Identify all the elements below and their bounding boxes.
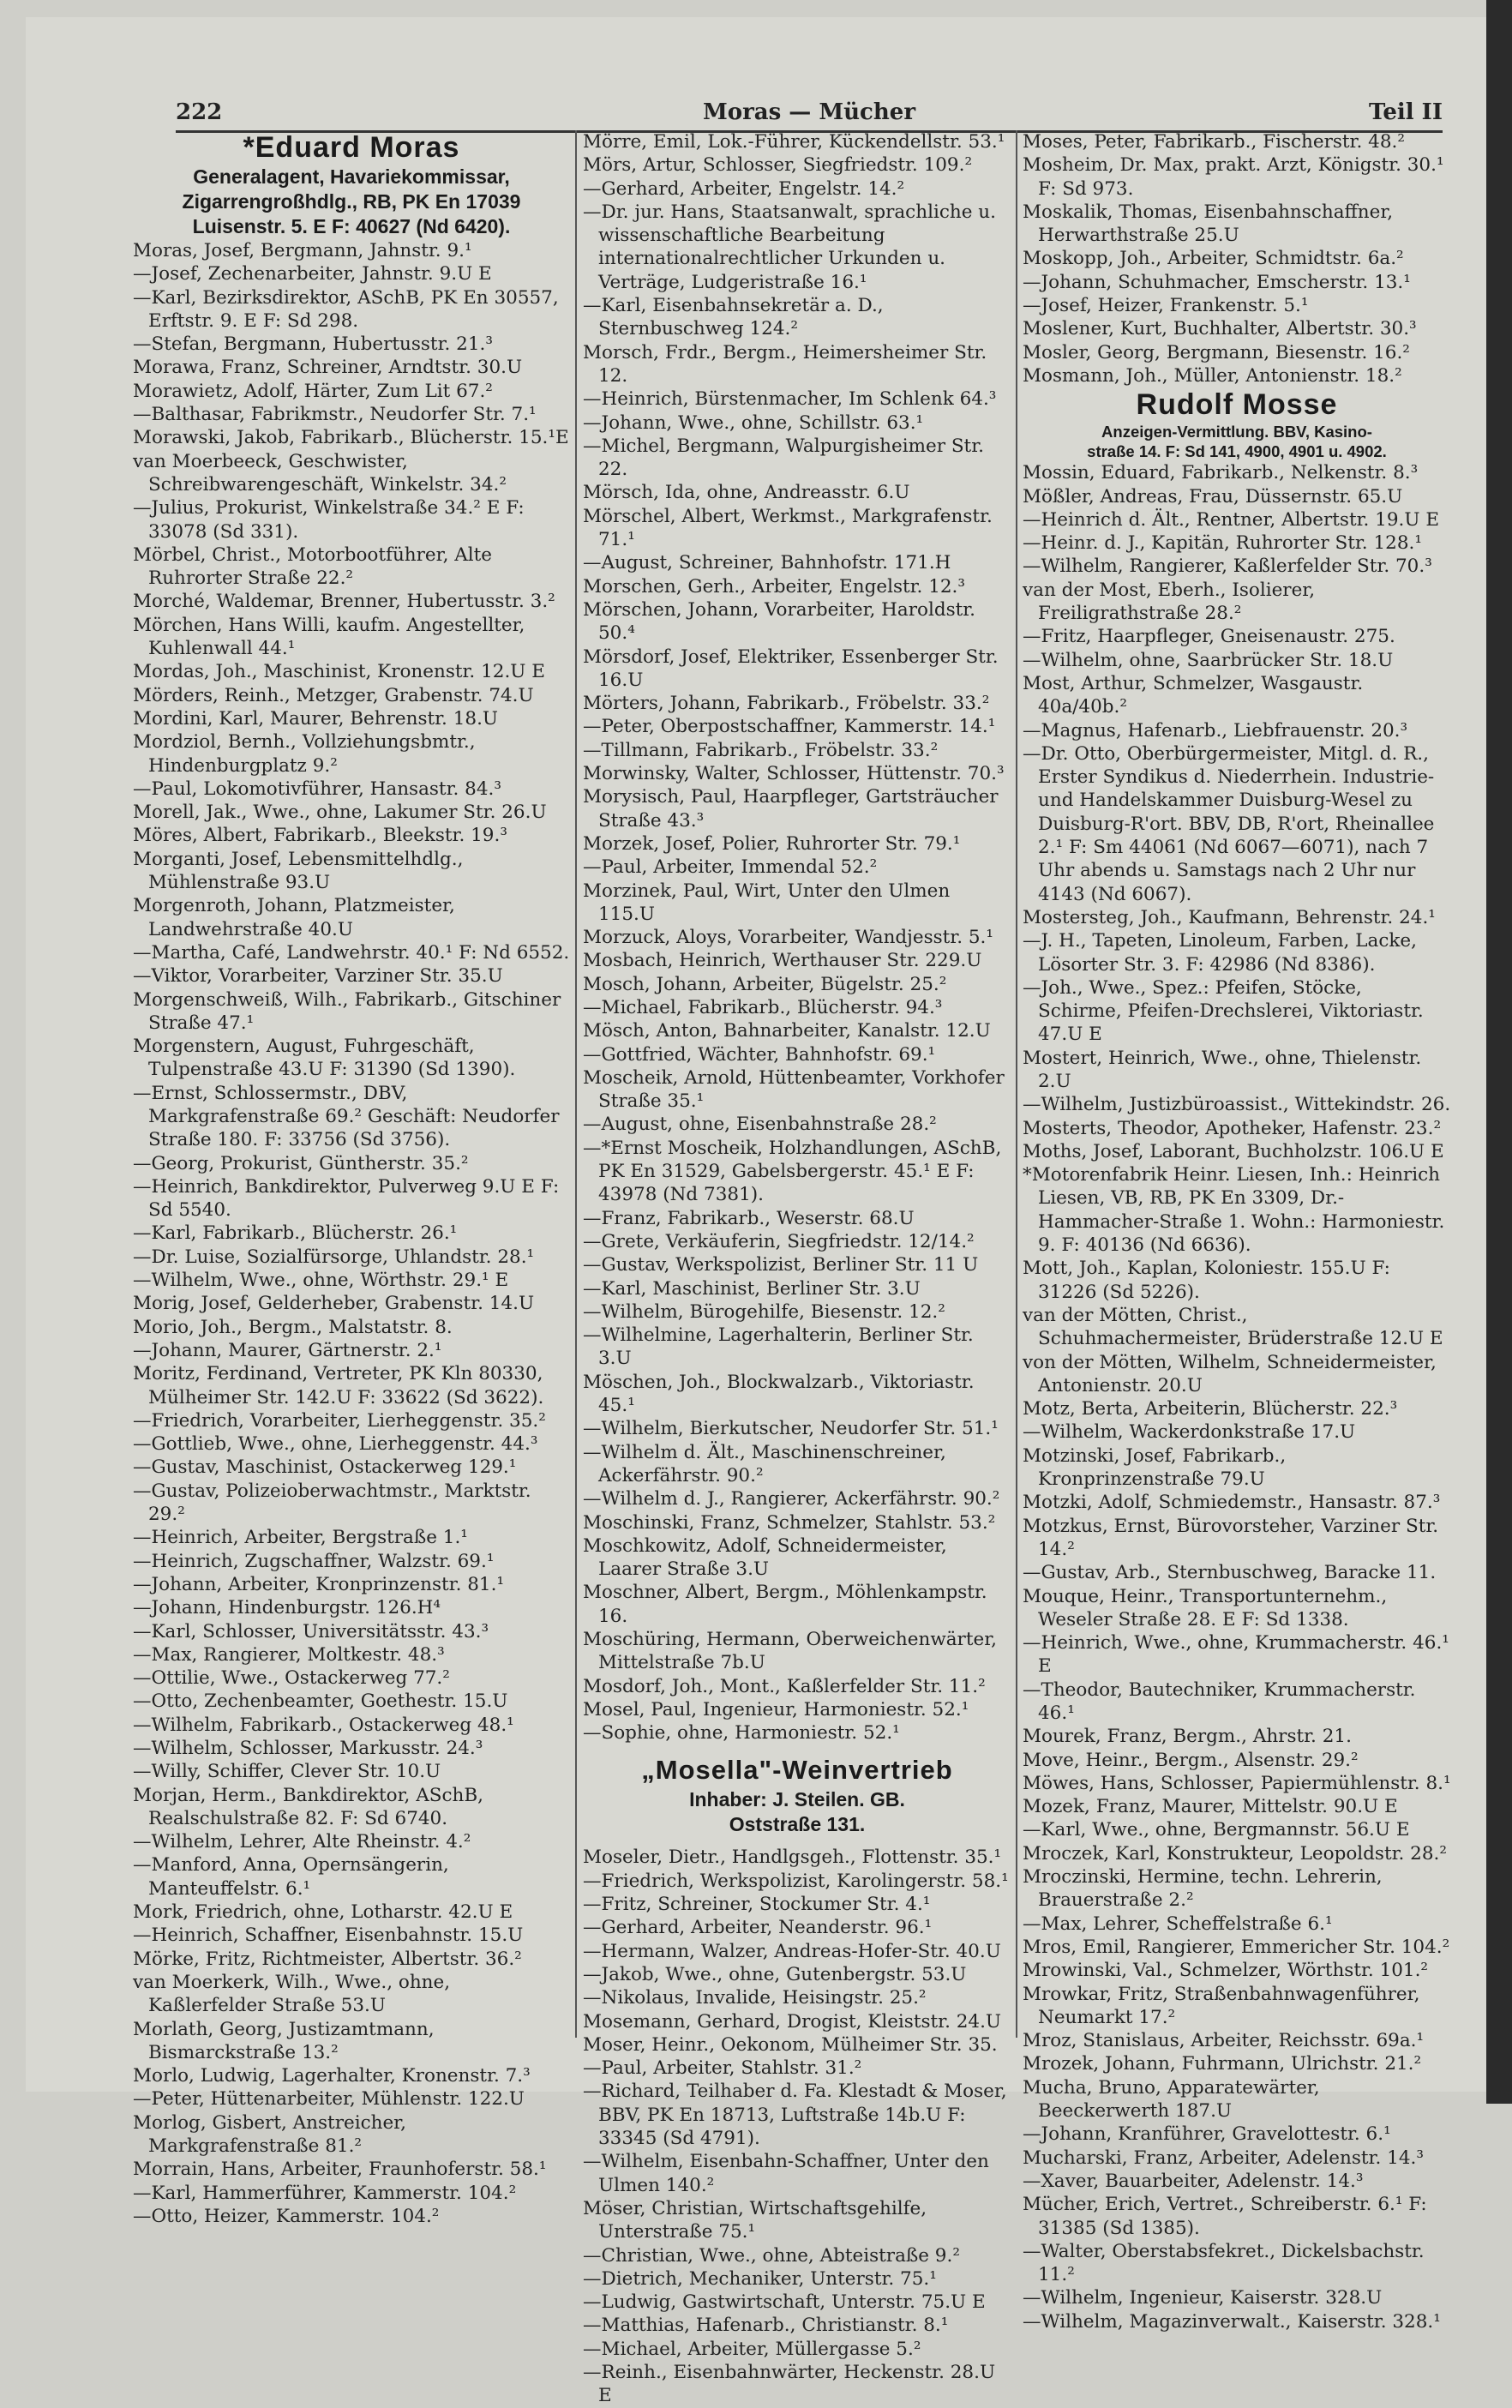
- directory-entry: Morawski, Jakob, Fabrikarb., Blücherstr. 15.¹E: [133, 427, 569, 449]
- directory-entry: —Wilhelm, Wackerdonkstraße 17.U: [1023, 1421, 1356, 1444]
- directory-entry: —Paul, Lokomotivführer, Hansastr. 84.³: [133, 778, 501, 800]
- directory-entry: —Wilhelm, ohne, Saarbrücker Str. 18.U: [1023, 649, 1394, 671]
- directory-entry: —Martha, Café, Landwehrstr. 40.¹ F: Nd 6552.: [133, 941, 570, 964]
- directory-entry: —Wilhelm, Fabrikarb., Ostackerweg 48.¹: [133, 1714, 514, 1736]
- directory-entry: —Gerhard, Arbeiter, Neanderstr. 96.¹: [583, 1917, 933, 1939]
- directory-entry: —Heinr. d. J., Kapitän, Ruhrorter Str. 128.¹: [1023, 532, 1422, 555]
- directory-entry: Mörschen, Johann, Vorarbeiter, Haroldstr. 50.⁴: [583, 598, 976, 645]
- directory-entry: Mörsdorf, Josef, Elektriker, Essenberger Str. 16.U: [583, 646, 999, 691]
- directory-entry: —Matthias, Hafenarb., Christianstr. 8.¹: [583, 2315, 949, 2337]
- directory-entry: Moras, Josef, Bergmann, Jahnstr. 9.¹: [133, 240, 472, 261]
- directory-entry: Mros, Emil, Rangierer, Emmericher Str. 104.²: [1023, 1936, 1450, 1958]
- directory-entry: —Gerhard, Arbeiter, Engelstr. 14.²: [583, 177, 905, 200]
- directory-entry: —Heinrich, Zugschaffner, Walzstr. 69.¹: [133, 1550, 495, 1572]
- directory-entry: —Michael, Arbeiter, Müllergasse 5.²: [583, 2338, 921, 2360]
- ad-eduard-moras: [133, 130, 570, 239]
- directory-entry: Mucharski, Franz, Arbeiter, Adelenstr. 14.³: [1023, 2147, 1424, 2169]
- directory-entry: —Wilhelm, Ingenieur, Kaiserstr. 328.U: [1023, 2287, 1383, 2309]
- directory-entry: —Wilhelm, Lehrer, Alte Rheinstr. 4.²: [133, 1831, 471, 1853]
- directory-entry: —Gottfried, Wächter, Bahnhofstr. 69.¹: [583, 1043, 936, 1066]
- directory-entry: —Wilhelm, Magazinverwalt., Kaiserstr. 328.¹: [1023, 2310, 1441, 2333]
- directory-entry: Motzki, Adolf, Schmiedemstr., Hansastr. 87.³: [1023, 1492, 1441, 1514]
- directory-entry: —Peter, Hüttenarbeiter, Mühlenstr. 122.U: [133, 2088, 525, 2111]
- directory-entry: —Reinh., Eisenbahnwärter, Heckenstr. 28.U E: [583, 2362, 996, 2407]
- directory-entry: Mörters, Johann, Fabrikarb., Fröbelstr. 33.²: [583, 693, 990, 715]
- directory-entry: Morgenroth, Johann, Platzmeister, Landwehrstraße 40.U: [133, 895, 455, 940]
- directory-entry: —Karl, Eisenbahnsekretär a. D., Sternbuschweg 124.²: [583, 295, 884, 340]
- directory-entry: Mücher, Erich, Vertret., Schreiberstr. 6.¹ F: 31385 (Sd 1385).: [1023, 2194, 1427, 2239]
- directory-entry: —Wilhelm, Wwe., ohne, Wörthstr. 29.¹ E: [133, 1270, 509, 1292]
- directory-entry: Morzuck, Aloys, Vorarbeiter, Wandjesstr. 5.¹: [583, 927, 993, 949]
- directory-entry: Move, Heinr., Bergm., Alsenstr. 29.²: [1023, 1749, 1359, 1771]
- directory-entry: —Wilhelm, Schlosser, Markusstr. 24.³: [133, 1738, 483, 1759]
- directory-entry: Mörschel, Albert, Werkmst., Markgrafenstr. 71.¹: [583, 505, 993, 551]
- directory-entry: Morzek, Josef, Polier, Ruhrorter Str. 79.¹: [583, 832, 961, 855]
- directory-entry: —Heinrich, Bankdirektor, Pulverweg 9.U E F: Sd 5540.: [133, 1175, 560, 1222]
- directory-entry: —Stefan, Bergmann, Hubertusstr. 21.³: [133, 333, 493, 356]
- ad-line: Inhaber: J. Steilen. GB.: [689, 1788, 905, 1811]
- directory-entry: Möser, Christian, Wirtschaftsgehilfe, Unterstraße 75.¹: [583, 2197, 927, 2243]
- directory-entry: —Heinrich d. Ält., Rentner, Albertstr. 19.U E: [1023, 508, 1440, 531]
- directory-entry: —Paul, Arbeiter, Stahlstr. 31.²: [583, 2057, 862, 2080]
- directory-entry: —Karl, Schlosser, Universitätsstr. 43.³: [133, 1620, 489, 1642]
- directory-entry: —Johann, Schuhmacher, Emscherstr. 13.¹: [1023, 271, 1411, 293]
- directory-entry: Mörre, Emil, Lok.-Führer, Kückendellstr. 53.¹: [583, 131, 1005, 153]
- directory-entry: —Nikolaus, Invalide, Heisingstr. 25.²: [583, 1987, 927, 2009]
- directory-entry: —Dr. Luise, Sozialfürsorge, Uhlandstr. 28.¹: [133, 1246, 535, 1268]
- ad-line: Luisenstr. 5. E F: 40627 (Nd 6420).: [192, 215, 511, 237]
- directory-entry: Mostersteg, Joh., Kaufmann, Behrenstr. 24.¹: [1023, 906, 1436, 928]
- directory-entry: —Josef, Zechenarbeiter, Jahnstr. 9.U E: [133, 263, 492, 285]
- directory-entry: —Wilhelm, Bürogehilfe, Biesenstr. 12.²: [583, 1300, 945, 1323]
- directory-entry: —Christian, Wwe., ohne, Abteistraße 9.²: [583, 2244, 960, 2267]
- column-1: [133, 130, 570, 2227]
- directory-entry: Mroczinski, Hermine, techn. Lehrerin, Brauerstraße 2.²: [1023, 1866, 1383, 1912]
- directory-entry: —Karl, Bezirksdirektor, ASchB, PK En 30557, Erftstr. 9. E F: Sd 298.: [133, 286, 559, 332]
- directory-entry: Mork, Friedrich, ohne, Lotharstr. 42.U E: [133, 1901, 513, 1924]
- directory-entry: Moschkowitz, Adolf, Schneidermeister, Laarer Straße 3.U: [583, 1534, 947, 1581]
- directory-entry: Mörbel, Christ., Motorbootführer, Alte Ruhrorter Straße 22.²: [133, 543, 493, 590]
- directory-entry: Morawa, Franz, Schreiner, Arndtstr. 30.U: [133, 357, 523, 379]
- directory-entry: —Michael, Fabrikarb., Blücherstr. 94.³: [583, 996, 943, 1018]
- directory-entry: Morschen, Gerh., Arbeiter, Engelstr. 12.³: [583, 575, 966, 597]
- ad-rudolf-mosse: [1023, 387, 1451, 461]
- directory-entry: —August, Schreiner, Bahnhofstr. 171.H: [583, 552, 951, 574]
- directory-entry: Mordziol, Bernh., Vollziehungsbmtr., Hindenburgplatz 9.²: [133, 731, 476, 777]
- directory-entry: —Wilhelm d. J., Rangierer, Ackerfährstr. 90.²: [583, 1488, 1000, 1510]
- directory-entry: Mostert, Heinrich, Wwe., ohne, Thielenstr. 2.U: [1023, 1047, 1422, 1092]
- directory-entry: —Johann, Wwe., ohne, Schillstr. 63.¹: [583, 411, 924, 434]
- directory-entry: —Josef, Heizer, Frankenstr. 5.¹: [1023, 295, 1309, 317]
- directory-entry: Mrozek, Johann, Fuhrmann, Ulrichstr. 21.²: [1023, 2053, 1422, 2075]
- directory-entry: —Max, Lehrer, Scheffelstraße 6.¹: [1023, 1913, 1333, 1935]
- directory-entry: —Jakob, Wwe., ohne, Gutenbergstr. 53.U: [583, 1963, 967, 1985]
- directory-entry: —Joh., Wwe., Spez.: Pfeifen, Stöcke, Schirme, Pfeifen-Drechslerei, Viktoriastr. 47.U E: [1023, 976, 1424, 1046]
- directory-entry: —Johann, Arbeiter, Kronprinzenstr. 81.¹: [133, 1573, 505, 1595]
- header-part: Teil II: [1368, 99, 1443, 125]
- directory-entry: Motzinski, Josef, Fabrikarb., Kronprinzenstraße 79.U: [1023, 1444, 1287, 1491]
- directory-entry: Mosmann, Joh., Müller, Antonienstr. 18.²: [1023, 364, 1402, 387]
- directory-entry: —J. H., Tapeten, Linoleum, Farben, Lacke, Lösorter Str. 3. F: 42986 (Nd 8386).: [1023, 930, 1417, 976]
- directory-entry: —Wilhelmine, Lagerhalterin, Berliner Str. 3.U: [583, 1324, 974, 1370]
- directory-entry: —Wilhelm d. Ält., Maschinenschreiner, Ackerfährstr. 90.²: [583, 1441, 946, 1486]
- directory-entry: Mörke, Fritz, Richtmeister, Albertstr. 36.²: [133, 1948, 522, 1970]
- directory-entry: —Johann, Kranführer, Gravelottestr. 6.¹: [1023, 2123, 1391, 2146]
- directory-entry: —Fritz, Schreiner, Stockumer Str. 4.¹: [583, 1894, 931, 1916]
- directory-entry: —Julius, Prokurist, Winkelstraße 34.² E F: 33078 (Sd 331).: [133, 497, 525, 543]
- directory-entry: Moser, Heinr., Oekonom, Mülheimer Str. 35.: [583, 2033, 998, 2056]
- header-name-range: Moras — Mücher: [702, 99, 916, 125]
- directory-entry: —Heinrich, Arbeiter, Bergstraße 1.¹: [133, 1527, 468, 1549]
- directory-entry: Moseler, Dietr., Handlgsgeh., Flottenstr. 35.¹: [583, 1847, 1002, 1869]
- directory-entry: Morio, Joh., Bergm., Malstatstr. 8.: [133, 1316, 453, 1338]
- directory-entry: Mößler, Andreas, Frau, Düssernstr. 65.U: [1023, 485, 1403, 507]
- directory-entry: Mott, Joh., Kaplan, Koloniestr. 155.U F: 31226 (Sd 5226).: [1023, 1258, 1390, 1303]
- directory-entry: Moths, Josef, Laborant, Buchholzstr. 106.U E: [1023, 1140, 1444, 1162]
- directory-entry: Mosemann, Gerhard, Drogist, Kleiststr. 24.U: [583, 2010, 1002, 2033]
- directory-entry: Mosdorf, Joh., Mont., Kaßlerfelder Str. 11.²: [583, 1675, 986, 1697]
- page-header: [176, 93, 1443, 133]
- column-divider: [575, 130, 577, 2038]
- ad-line: Zigarrengroßhdlg., RB, PK En 17039: [182, 190, 521, 213]
- directory-entry: Morganti, Josef, Lebensmittelhdlg., Mühlenstraße 93.U: [133, 848, 464, 894]
- directory-entry: Mörders, Reinh., Metzger, Grabenstr. 74.U: [133, 684, 534, 706]
- directory-entry: Morwinsky, Walter, Schlosser, Hüttenstr. 70.³: [583, 763, 1005, 785]
- directory-entry: Mosel, Paul, Ingenieur, Harmoniestr. 52.¹: [583, 1698, 969, 1720]
- directory-entry: —Gustav, Polizeioberwachtmstr., Marktstr. 29.²: [133, 1480, 531, 1526]
- entry-list: [1023, 461, 1451, 2333]
- directory-entry: —Friedrich, Vorarbeiter, Lierheggenstr. 35.²: [133, 1409, 546, 1432]
- directory-entry: —Max, Rangierer, Moltkestr. 48.³: [133, 1643, 445, 1666]
- directory-entry: —Manford, Anna, Opernsängerin, Manteuffelstr. 6.¹: [133, 1854, 449, 1900]
- directory-entry: Mosterts, Theodor, Apotheker, Hafenstr. 23.²: [1023, 1117, 1442, 1139]
- directory-entry: Mordas, Joh., Maschinist, Kronenstr. 12.U E: [133, 661, 545, 683]
- directory-entry: —Georg, Prokurist, Güntherstr. 35.²: [133, 1152, 469, 1174]
- directory-entry: —Karl, Fabrikarb., Blücherstr. 26.¹: [133, 1222, 458, 1245]
- directory-entry: van Moerbeeck, Geschwister, Schreibwarengeschäft, Winkelstr. 34.²: [133, 450, 507, 495]
- directory-entry: Mrowkar, Fritz, Straßenbahnwagenführer, Neumarkt 17.²: [1023, 1983, 1420, 2028]
- directory-entry: —Richard, Teilhaber d. Fa. Klestadt & Moser, BBV, PK En 18713, Luftstraße 14b.U F: 33345 (Sd 4791).: [583, 2081, 1007, 2150]
- directory-entry: —Heinrich, Schaffner, Eisenbahnstr. 15.U: [133, 1925, 524, 1947]
- directory-entry: —Sophie, ohne, Harmoniestr. 52.¹: [583, 1722, 900, 1744]
- directory-entry: Morjan, Herm., Bankdirektor, ASchB, Realschulstraße 82. F: Sd 6740.: [133, 1784, 483, 1829]
- directory-entry: —Wilhelm, Eisenbahn-Schaffner, Unter den Ulmen 140.²: [583, 2151, 989, 2196]
- directory-entry: Mozek, Franz, Maurer, Mittelstr. 90.U E: [1023, 1796, 1398, 1818]
- directory-entry: —Wilhelm, Bierkutscher, Neudorfer Str. 51.¹: [583, 1418, 999, 1440]
- directory-entry: Mosch, Johann, Arbeiter, Bügelstr. 25.²: [583, 973, 947, 995]
- directory-entry: Moslener, Kurt, Buchhalter, Albertstr. 30.³: [1023, 318, 1417, 340]
- ad-title: „Mosella"-Weinvertrieb: [641, 1755, 953, 1786]
- directory-entry: Motz, Berta, Arbeiterin, Blücherstr. 22.³: [1023, 1398, 1398, 1420]
- column-3: [1023, 130, 1451, 2333]
- directory-entry: —Dr. Otto, Oberbürgermeister, Mitgl. d. R., Erster Syndikus d. Niederrhein. Industrie- und Handelskammer Duisburg-Wesel zu Duisburg-R'ort. BBV, DB, R'ort, Rheinallee 2.¹ F: Sm 44061 (Nd 6067—6071), nach 7 Uhr abends u. Samstags nach 2 Uhr nur 4143 (Nd 6067).: [1023, 742, 1435, 905]
- ad-mosella-weinvertrieb: [583, 1753, 1011, 1837]
- directory-entry: van der Mötten, Christ., Schuhmachermeister, Brüderstraße 12.U E: [1023, 1304, 1443, 1350]
- directory-entry: —Johann, Hindenburgstr. 126.H⁴: [133, 1597, 441, 1619]
- directory-entry: Morgenschweiß, Wilh., Fabrikarb., Gitschiner Straße 47.¹: [133, 988, 561, 1034]
- directory-entry: —Xaver, Bauarbeiter, Adelenstr. 14.³: [1023, 2170, 1364, 2192]
- directory-entry: Morlath, Georg, Justizamtmann, Bismarckstraße 13.²: [133, 2018, 435, 2063]
- directory-entry: —Viktor, Vorarbeiter, Varziner Str. 35.U: [133, 965, 503, 988]
- ad-line: Oststraße 131.: [729, 1813, 866, 1836]
- directory-entry: —Otto, Zechenbeamter, Goethestr. 15.U: [133, 1690, 508, 1713]
- directory-entry: —Wilhelm, Justizbüroassist., Wittekindstr. 26.: [1023, 1094, 1451, 1116]
- entry-list: [133, 239, 570, 2228]
- directory-entry: Moritz, Ferdinand, Vertreter, PK Kln 80330, Mülheimer Str. 142.U F: 33622 (Sd 3622).: [133, 1363, 544, 1408]
- directory-entry: Most, Arthur, Schmelzer, Wasgaustr. 40a/40b.²: [1023, 672, 1364, 718]
- directory-entry: van Moerkerk, Wilh., Wwe., ohne, Kaßlerfelder Straße 53.U: [133, 1971, 451, 2017]
- directory-entry: —Grete, Verkäuferin, Siegfriedstr. 12/14.²: [583, 1230, 975, 1252]
- directory-entry: Morzinek, Paul, Wirt, Unter den Ulmen 115.U: [583, 880, 951, 925]
- directory-entry: Morsch, Frdr., Bergm., Heimersheimer Str. 12.: [583, 341, 987, 387]
- directory-entry: Morlog, Gisbert, Anstreicher, Markgrafenstraße 81.²: [133, 2111, 406, 2158]
- directory-entry: Morché, Waldemar, Brenner, Hubertusstr. 3.²: [133, 591, 555, 613]
- entry-list: [1023, 130, 1451, 387]
- directory-entry: Mosbach, Heinrich, Werthauser Str. 229.U: [583, 950, 982, 972]
- column-2: [583, 130, 1011, 2407]
- directory-entry: Moscheik, Arnold, Hüttenbeamter, Vorkhofer Straße 35.¹: [583, 1066, 1005, 1113]
- directory-entry: Morlo, Ludwig, Lagerhalter, Kronenstr. 7.³: [133, 2065, 531, 2087]
- directory-entry: Morysisch, Paul, Haarpfleger, Gartsträucher Straße 43.³: [583, 786, 999, 832]
- directory-entry: —Dietrich, Mechaniker, Unterstr. 75.¹: [583, 2267, 937, 2290]
- ad-line: straße 14. F: Sd 141, 4900, 4901 u. 4902.: [1087, 442, 1387, 461]
- directory-entry: —Ludwig, Gastwirtschaft, Unterstr. 75.U E: [583, 2291, 986, 2314]
- directory-entry: —Wilhelm, Rangierer, Kaßlerfelder Str. 70.³: [1023, 555, 1432, 578]
- ad-title: Rudolf Mosse: [1136, 388, 1338, 422]
- directory-entry: —Otto, Heizer, Kammerstr. 104.²: [133, 2205, 440, 2227]
- entry-list: [583, 1846, 1011, 2407]
- directory-entry: Motzkus, Ernst, Bürovorsteher, Varziner Str. 14.²: [1023, 1515, 1439, 1560]
- directory-entry: von der Mötten, Wilhelm, Schneidermeister, Antonienstr. 20.U: [1023, 1351, 1437, 1396]
- directory-entry: Mörsch, Ida, ohne, Andreasstr. 6.U: [583, 482, 910, 504]
- directory-entry: Moschüring, Hermann, Oberweichenwärter, Mittelstraße 7b.U: [583, 1629, 997, 1674]
- directory-entry: Mroz, Stanislaus, Arbeiter, Reichsstr. 69a.¹: [1023, 2030, 1425, 2052]
- directory-entry: —Theodor, Bautechniker, Krummacherstr. 46.¹: [1023, 1678, 1416, 1724]
- directory-entry: Mosheim, Dr. Max, prakt. Arzt, Königstr. 30.¹ F: Sd 973.: [1023, 154, 1444, 200]
- directory-entry: —*Ernst Moscheik, Holzhandlungen, ASchB, PK En 31529, Gabelsbergerstr. 45.¹ E F: 43978 (Nd 7381).: [583, 1137, 1002, 1206]
- directory-entry: —Karl, Hammerführer, Kammerstr. 104.²: [133, 2182, 517, 2204]
- directory-entry: Morrain, Hans, Arbeiter, Fraunhoferstr. 58.¹: [133, 2159, 547, 2181]
- directory-entry: Moschinski, Franz, Schmelzer, Stahlstr. 53.²: [583, 1511, 996, 1534]
- directory-entry: Mouque, Heinr., Transportunternehm., Weseler Straße 28. E F: Sd 1338.: [1023, 1585, 1388, 1630]
- directory-entry: —Karl, Wwe., ohne, Bergmannstr. 56.U E: [1023, 1819, 1410, 1841]
- directory-entry: —Tillmann, Fabrikarb., Fröbelstr. 33.²: [583, 739, 939, 761]
- directory-entry: —Hermann, Walzer, Andreas-Hofer-Str. 40.U: [583, 1940, 1001, 1962]
- directory-entry: —Heinrich, Wwe., ohne, Krummacherstr. 46.¹ E: [1023, 1632, 1449, 1678]
- entry-list: [583, 130, 1011, 1744]
- ad-title: *Eduard Moras: [243, 131, 460, 164]
- directory-entry: Mösch, Anton, Bahnarbeiter, Kanalstr. 12.U: [583, 1020, 991, 1042]
- directory-entry: —Karl, Maschinist, Berliner Str. 3.U: [583, 1277, 921, 1300]
- directory-entry: Moses, Peter, Fabrikarb., Fischerstr. 48.²: [1023, 131, 1405, 153]
- directory-entry: —Fritz, Haarpfleger, Gneisenaustr. 275.: [1023, 626, 1395, 648]
- directory-entry: Morig, Josef, Gelderheber, Grabenstr. 14.U: [133, 1293, 535, 1315]
- directory-entry: —Gustav, Maschinist, Ostackerweg 129.¹: [133, 1456, 517, 1479]
- directory-entry: van der Most, Eberh., Isolierer, Freiligrathstraße 28.²: [1023, 579, 1316, 625]
- directory-entry: *Motorenfabrik Heinr. Liesen, Inh.: Heinrich Liesen, VB, RB, PK En 3309, Dr.-Hammacher-Straße 1. Wohn.: Harmoniestr. 9. F: 40136 (Nd 6636).: [1023, 1164, 1445, 1257]
- directory-entry: Moskalik, Thomas, Eisenbahnschaffner, Herwarthstraße 25.U: [1023, 201, 1394, 247]
- directory-entry: —Friedrich, Werkspolizist, Karolingerstr. 58.¹: [583, 1870, 1009, 1892]
- directory-entry: Mordini, Karl, Maurer, Behrenstr. 18.U: [133, 707, 499, 730]
- directory-entry: Morgenstern, August, Fuhrgeschäft, Tulpenstraße 43.U F: 31390 (Sd 1390).: [133, 1036, 516, 1081]
- directory-entry: —Gustav, Arb., Sternbuschweg, Baracke 11.: [1023, 1562, 1437, 1584]
- directory-entry: Mosler, Georg, Bergmann, Biesenstr. 16.²: [1023, 341, 1410, 363]
- directory-entry: Morawietz, Adolf, Härter, Zum Lit 67.²: [133, 380, 493, 402]
- directory-entry: —Heinrich, Bürstenmacher, Im Schlenk 64.³: [583, 388, 997, 411]
- directory-entry: —Michel, Bergmann, Walpurgisheimer Str. 22.: [583, 435, 984, 481]
- directory-entry: Moskopp, Joh., Arbeiter, Schmidtstr. 6a.²: [1023, 248, 1404, 270]
- directory-entry: —Ernst, Schlossermstr., DBV, Markgrafenstraße 69.² Geschäft: Neudorfer Straße 180. F: 33756 (Sd 3756).: [133, 1082, 560, 1151]
- directory-entry: Möwes, Hans, Schlosser, Papiermühlenstr. 8.¹: [1023, 1772, 1451, 1794]
- directory-entry: —Ottilie, Wwe., Ostackerweg 77.²: [133, 1667, 450, 1690]
- directory-entry: Mroczek, Karl, Konstrukteur, Leopoldstr. 28.²: [1023, 1842, 1447, 1865]
- directory-entry: —Dr. jur. Hans, Staatsanwalt, sprachliche u. wissenschaftliche Bearbeitung internationalrechtlicher Urkunden u. Verträge, Ludgeristraße 16.¹: [583, 201, 996, 293]
- directory-entry: Mucha, Bruno, Apparatewärter, Beeckerwerth 187.U: [1023, 2076, 1320, 2123]
- directory-entry: Möschen, Joh., Blockwalzarb., Viktoriastr. 45.¹: [583, 1371, 975, 1417]
- ad-line: Generalagent, Havariekommissar,: [193, 165, 510, 188]
- directory-entry: Mossin, Eduard, Fabrikarb., Nelkenstr. 8.³: [1023, 462, 1419, 484]
- directory-entry: —Balthasar, Fabrikmstr., Neudorfer Str. 7.¹: [133, 404, 537, 426]
- directory-entry: —Walter, Oberstabsfekret., Dickelsbachstr. 11.²: [1023, 2240, 1425, 2286]
- directory-entry: Mourek, Franz, Bergm., Ahrstr. 21.: [1023, 1726, 1352, 1748]
- directory-entry: Möres, Albert, Fabrikarb., Bleekstr. 19.³: [133, 825, 507, 847]
- directory-entry: —August, ohne, Eisenbahnstraße 28.²: [583, 1114, 937, 1136]
- directory-entry: Mörs, Artur, Schlosser, Siegfriedstr. 109.²: [583, 154, 973, 177]
- directory-entry: —Franz, Fabrikarb., Weserstr. 68.U: [583, 1207, 915, 1229]
- directory-entry: —Paul, Arbeiter, Immendal 52.²: [583, 856, 878, 879]
- directory-entry: Mrowinski, Val., Schmelzer, Wörthstr. 101.²: [1023, 1960, 1429, 1982]
- directory-entry: —Johann, Maurer, Gärtnerstr. 2.¹: [133, 1339, 442, 1361]
- directory-entry: —Peter, Oberpostschaffner, Kammerstr. 14.¹: [583, 716, 996, 738]
- column-divider: [1016, 130, 1017, 2038]
- directory-entry: —Magnus, Hafenarb., Liebfrauenstr. 20.³: [1023, 719, 1408, 742]
- directory-entry: —Gottlieb, Wwe., ohne, Lierheggenstr. 44.³: [133, 1433, 538, 1456]
- directory-entry: Moschner, Albert, Bergm., Möhlenkampstr. 16.: [583, 1582, 987, 1627]
- directory-entry: —Willy, Schiffer, Clever Str. 10.U: [133, 1761, 441, 1783]
- ad-line: Anzeigen-Vermittlung. BBV, Kasino-: [1101, 423, 1372, 441]
- page-number: 222: [176, 99, 223, 125]
- directory-entry: —Gustav, Werkspolizist, Berliner Str. 11 U: [583, 1254, 979, 1276]
- directory-entry: Morell, Jak., Wwe., ohne, Lakumer Str. 26.U: [133, 802, 547, 824]
- directory-entry: Mörchen, Hans Willi, kaufm. Angestellter, Kuhlenwall 44.¹: [133, 614, 525, 660]
- scan-edge: [1486, 0, 1512, 2104]
